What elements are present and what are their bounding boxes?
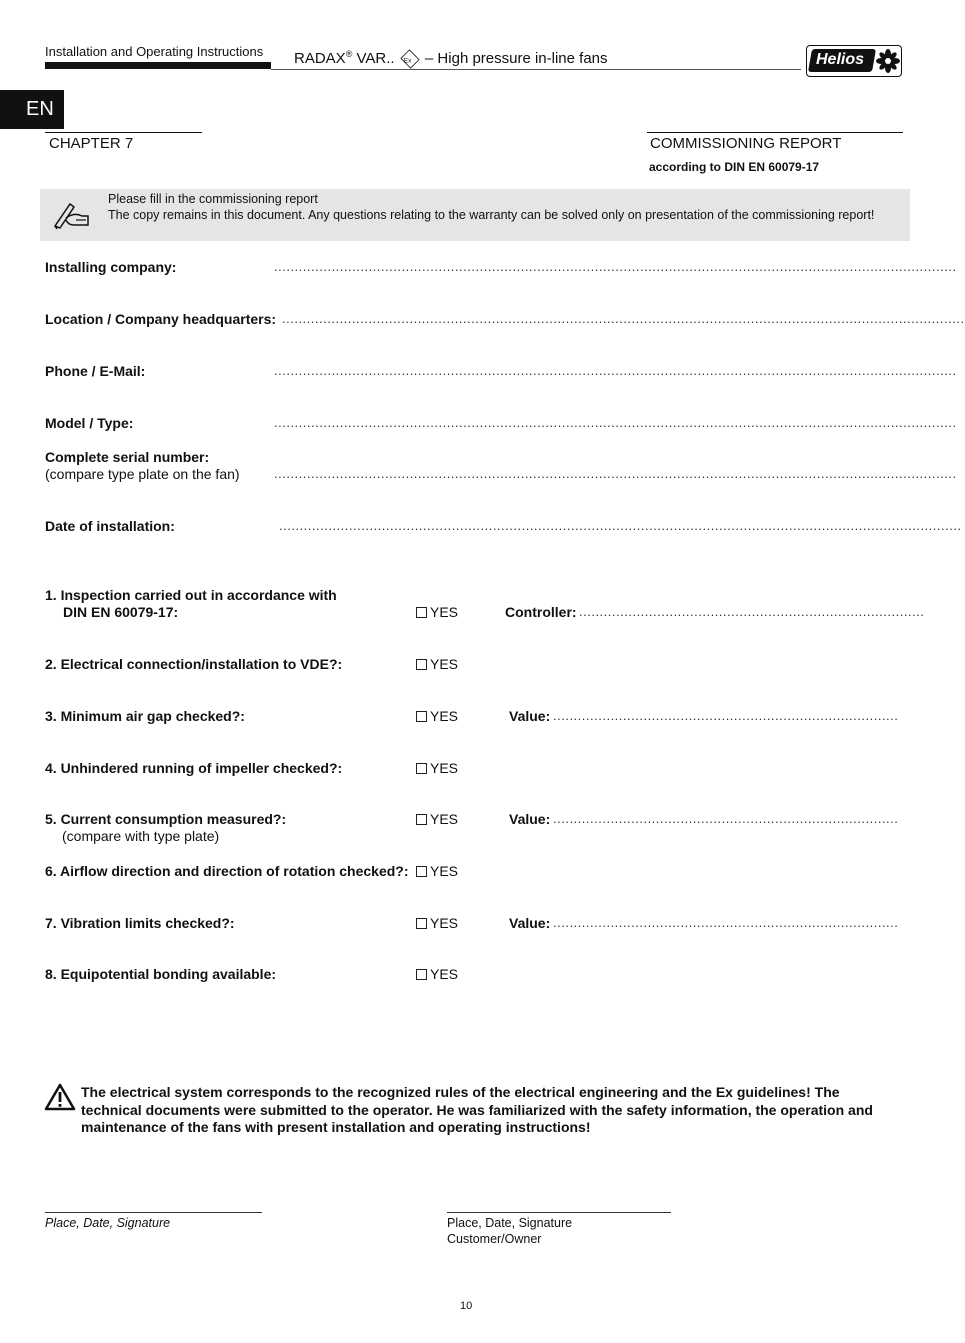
- check-3-label: 3. Minimum air gap checked?:: [45, 708, 245, 724]
- helios-logo: [806, 45, 902, 77]
- title-rest: – High pressure in-line fans: [424, 50, 608, 67]
- check-7-value-line[interactable]: ....................................................................................: [553, 915, 899, 930]
- check-4-label: 4. Unhindered running of impeller checked?:: [45, 760, 343, 776]
- check-7-label: 7. Vibration limits checked?:: [45, 915, 235, 931]
- check-7-value-label: Value:: [509, 915, 551, 931]
- checkbox-icon[interactable]: [416, 814, 427, 825]
- check-7-yes-label: YES: [430, 915, 459, 931]
- check-8-yes[interactable]: [416, 966, 458, 982]
- field-date-installation-label: Date of installation:: [45, 518, 175, 534]
- notice-line-2: The copy remains in this document. Any questions relating to the warranty can be solved only on presentation of the commissioning report!: [108, 208, 875, 222]
- report-title-rule: [647, 132, 903, 133]
- check-3-yes[interactable]: [416, 708, 458, 724]
- signature-label-left: Place, Date, Signature: [45, 1216, 171, 1230]
- check-4-yes-label: YES: [430, 760, 459, 776]
- field-installing-company-line[interactable]: ......................................................................................................................................................................: [274, 259, 957, 274]
- check-8-label: 8. Equipotential bonding available:: [45, 966, 277, 982]
- check-7-yes[interactable]: [416, 915, 458, 931]
- notice-line-1: Please fill in the commissioning report: [108, 192, 318, 206]
- check-2-yes[interactable]: [416, 656, 458, 672]
- check-1-controller-label: Controller:: [505, 604, 577, 620]
- check-8-yes-label: YES: [430, 966, 459, 982]
- checkbox-icon[interactable]: [416, 918, 427, 929]
- check-3-yes-label: YES: [430, 708, 459, 724]
- signature-line-left[interactable]: [45, 1212, 262, 1213]
- field-serial-number-sublabel: (compare type plate on the fan): [45, 466, 240, 482]
- field-phone-email-line[interactable]: ......................................................................................................................................................................: [274, 363, 957, 378]
- helios-logo-text: Helios: [816, 51, 865, 68]
- writing-hand-icon: [52, 198, 92, 230]
- check-5-value-label: Value:: [509, 811, 551, 827]
- doc-title: [294, 49, 608, 67]
- check-2-yes-label: YES: [430, 656, 459, 672]
- ex-mark-text: Ex: [403, 57, 412, 65]
- check-1-yes[interactable]: [416, 604, 458, 620]
- fan-icon: [876, 49, 900, 73]
- check-1-controller-line[interactable]: ....................................................................................: [579, 604, 925, 619]
- field-model-type-label: Model / Type:: [45, 415, 134, 431]
- field-date-installation-line[interactable]: ......................................................................................................................................................................: [279, 518, 962, 533]
- field-serial-number-label: Complete serial number:: [45, 449, 210, 465]
- checkbox-icon[interactable]: [416, 659, 427, 670]
- field-location-line[interactable]: ......................................................................................................................................................................: [282, 311, 965, 326]
- signature-label-right: Place, Date, Signature: [447, 1216, 573, 1230]
- product-suffix: VAR..: [356, 50, 395, 67]
- check-1-label-2: DIN EN 60079-17:: [63, 604, 179, 620]
- doc-type: Installation and Operating Instructions: [45, 44, 264, 59]
- checkbox-icon[interactable]: [416, 866, 427, 877]
- check-3-value-line[interactable]: ....................................................................................: [553, 708, 899, 723]
- check-5-yes-label: YES: [430, 811, 459, 827]
- field-serial-number-line[interactable]: ......................................................................................................................................................................: [274, 466, 957, 481]
- check-3-value-label: Value:: [509, 708, 551, 724]
- checkbox-icon[interactable]: [416, 607, 427, 618]
- product-name: RADAX: [294, 50, 346, 67]
- field-phone-email-label: Phone / E-Mail:: [45, 363, 146, 379]
- check-1-yes-label: YES: [430, 604, 459, 620]
- notice-box: [40, 189, 910, 241]
- check-5-value-line[interactable]: ....................................................................................: [553, 811, 899, 826]
- checkbox-icon[interactable]: [416, 969, 427, 980]
- check-4-yes[interactable]: [416, 760, 458, 776]
- check-6-yes-label: YES: [430, 863, 459, 879]
- checkbox-icon[interactable]: [416, 711, 427, 722]
- check-5-yes[interactable]: [416, 811, 458, 827]
- check-6-label: 6. Airflow direction and direction of rotation checked?:: [45, 863, 409, 879]
- header-rule-thick: [45, 62, 271, 69]
- chapter-rule: [45, 132, 202, 133]
- warning-text: The electrical system corresponds to the recognized rules of the electrical engineering and the Ex guidelines! The technical documents were submitted to the operator. He was familiarized with the safety information, the operation and maintenance of the fans with present installation and operating instructions!: [81, 1084, 873, 1135]
- check-6-yes[interactable]: [416, 863, 458, 879]
- header-rule-thin: [271, 69, 801, 70]
- signature-line-right[interactable]: [447, 1212, 671, 1213]
- signature-label-right-owner: Customer/Owner: [447, 1232, 542, 1246]
- checkbox-icon[interactable]: [416, 763, 427, 774]
- check-1-label: 1. Inspection carried out in accordance with: [45, 587, 337, 603]
- report-title: COMMISSIONING REPORT: [650, 135, 842, 152]
- report-subtitle: according to DIN EN 60079-17: [649, 160, 820, 174]
- ex-mark-icon: [400, 49, 419, 68]
- check-5-sublabel: (compare with type plate): [62, 828, 220, 844]
- warning-triangle-icon: [44, 1083, 76, 1111]
- language-tab-label: EN: [26, 98, 54, 120]
- field-model-type-line[interactable]: ......................................................................................................................................................................: [274, 415, 957, 430]
- check-5-label: 5. Current consumption measured?:: [45, 811, 287, 827]
- check-2-label: 2. Electrical connection/installation to VDE?:: [45, 656, 343, 672]
- language-tab: [0, 90, 64, 129]
- field-installing-company-label: Installing company:: [45, 259, 177, 275]
- page-number: 10: [460, 1300, 473, 1312]
- chapter-label: CHAPTER 7: [49, 135, 134, 152]
- registered-mark: ®: [345, 49, 353, 59]
- field-location-label: Location / Company headquarters:: [45, 311, 277, 327]
